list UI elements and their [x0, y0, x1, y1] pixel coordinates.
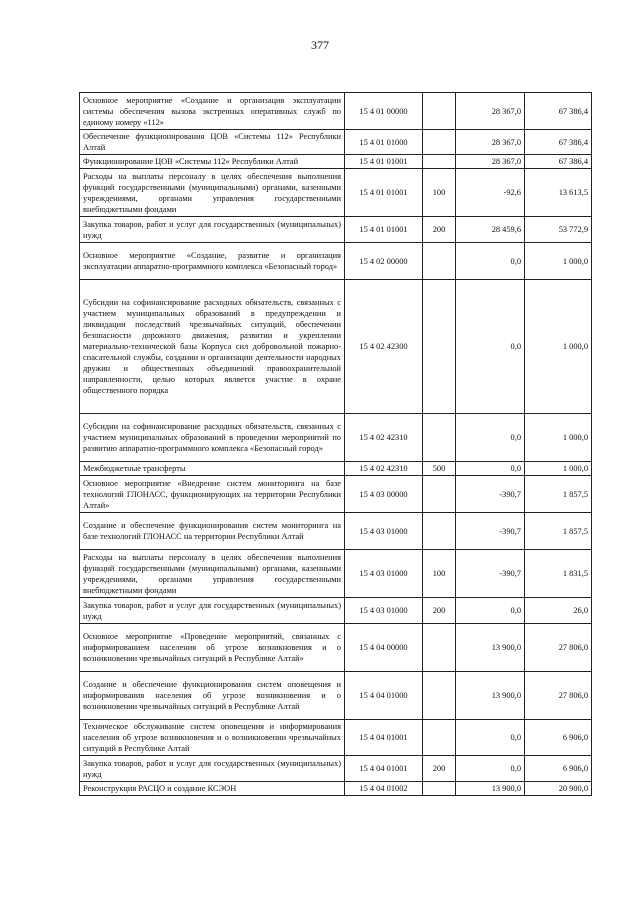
amount-total-cell: 26,0: [525, 598, 592, 624]
item-name-cell: Закупка товаров, работ и услуг для государственных (муниципальных) нужд: [80, 598, 345, 624]
amount-change-cell: 0,0: [456, 720, 525, 756]
amount-total-cell: 1 831,5: [525, 550, 592, 598]
item-name-cell: Основное мероприятие «Внедрение систем мониторинга на базе технологий ГЛОНАСС, функционирующих на территории Республики Алтай»: [80, 476, 345, 513]
amount-total-cell: 1 857,5: [525, 513, 592, 550]
table-row: [80, 624, 592, 672]
expense-type-cell: [423, 414, 456, 462]
expense-type-cell: 200: [423, 217, 456, 243]
table-row: [80, 130, 592, 155]
target-code-cell: 15 4 02 42300: [345, 280, 423, 414]
amount-total-cell: 6 906,0: [525, 756, 592, 782]
amount-total-cell: 13 613,5: [525, 169, 592, 217]
amount-total-cell: 20 900,0: [525, 782, 592, 796]
amount-change-cell: 13 900,0: [456, 672, 525, 720]
page-number: 377: [311, 38, 329, 52]
amount-change-cell: -390,7: [456, 550, 525, 598]
expense-type-cell: [423, 782, 456, 796]
target-code-cell: 15 4 02 00000: [345, 243, 423, 280]
item-name-cell: Техническое обслуживание систем оповещения и информирования населения об угрозе возникновения и о возникновении чрезвычайных ситуаций в Республике Алтай: [80, 720, 345, 756]
amount-total-cell: 1 000,0: [525, 280, 592, 414]
expense-type-cell: 200: [423, 756, 456, 782]
item-name-cell: Закупка товаров, работ и услуг для государственных (муниципальных) нужд: [80, 217, 345, 243]
item-name-cell: Реконструкция РАСЦО и создание КСЭОН: [80, 782, 345, 796]
expense-type-cell: [423, 155, 456, 169]
target-code-cell: 15 4 01 00000: [345, 93, 423, 130]
amount-change-cell: 28 367,0: [456, 155, 525, 169]
item-name-cell: Межбюджетные трансферты: [80, 462, 345, 476]
amount-change-cell: 0,0: [456, 598, 525, 624]
expense-type-cell: [423, 130, 456, 155]
expense-type-cell: [423, 624, 456, 672]
target-code-cell: 15 4 02 42310: [345, 414, 423, 462]
table-row: [80, 243, 592, 280]
amount-total-cell: 1 857,5: [525, 476, 592, 513]
target-code-cell: 15 4 01 01001: [345, 217, 423, 243]
table-row: [80, 720, 592, 756]
expense-type-cell: 200: [423, 598, 456, 624]
item-name-cell: Обеспечение функционирования ЦОВ «Системы 112» Республики Алтай: [80, 130, 345, 155]
expense-type-cell: 500: [423, 462, 456, 476]
target-code-cell: 15 4 03 01000: [345, 550, 423, 598]
target-code-cell: 15 4 04 01001: [345, 756, 423, 782]
amount-change-cell: 28 367,0: [456, 130, 525, 155]
item-name-cell: Расходы на выплаты персоналу в целях обеспечения выполнения функций государственными (муниципальными) органами, казенными учреждениями, органами управления государственными внебюджетными фондами: [80, 169, 345, 217]
amount-total-cell: 53 772,9: [525, 217, 592, 243]
target-code-cell: 15 4 03 00000: [345, 476, 423, 513]
expense-type-cell: [423, 672, 456, 720]
expense-type-cell: [423, 243, 456, 280]
amount-change-cell: 0,0: [456, 243, 525, 280]
table-row: [80, 93, 592, 130]
amount-change-cell: 28 459,6: [456, 217, 525, 243]
expense-type-cell: [423, 280, 456, 414]
item-name-cell: Основное мероприятие «Проведение мероприятий, связанных с информированием населения об угрозе возникновения и о возникновении чрезвычайных ситуаций в Республике Алтай»: [80, 624, 345, 672]
amount-total-cell: 67 386,4: [525, 93, 592, 130]
target-code-cell: 15 4 04 00000: [345, 624, 423, 672]
budget-table-body: [80, 93, 592, 796]
amount-change-cell: 13 900,0: [456, 624, 525, 672]
expense-type-cell: [423, 513, 456, 550]
item-name-cell: Расходы на выплаты персоналу в целях обеспечения выполнения функций государственными (муниципальными) органами, казенными учреждениями, органами управления государственными внебюджетными фондами: [80, 550, 345, 598]
table-row: [80, 672, 592, 720]
target-code-cell: 15 4 04 01000: [345, 672, 423, 720]
table-row: [80, 169, 592, 217]
item-name-cell: Основное мероприятие «Создание и организация эксплуатации системы обеспечения вызова экстренных оперативных служб по единому номеру «112»: [80, 93, 345, 130]
amount-total-cell: 1 000,0: [525, 462, 592, 476]
table-row: [80, 756, 592, 782]
table-row: [80, 217, 592, 243]
target-code-cell: 15 4 03 01000: [345, 598, 423, 624]
table-row: [80, 280, 592, 414]
item-name-cell: Закупка товаров, работ и услуг для государственных (муниципальных) нужд: [80, 756, 345, 782]
target-code-cell: 15 4 04 01002: [345, 782, 423, 796]
expense-type-cell: [423, 476, 456, 513]
amount-total-cell: 1 000,0: [525, 414, 592, 462]
item-name-cell: Субсидии на софинансирование расходных обязательств, связанных с участием муниципальных образований в проведении мероприятий по развитию аппаратно-программного комплекса «Безопасный город»: [80, 414, 345, 462]
expense-type-cell: [423, 720, 456, 756]
amount-change-cell: 13 900,0: [456, 782, 525, 796]
amount-total-cell: 67 386,4: [525, 130, 592, 155]
amount-total-cell: 1 000,0: [525, 243, 592, 280]
expense-type-cell: 100: [423, 550, 456, 598]
amount-change-cell: 28 367,0: [456, 93, 525, 130]
table-row: [80, 462, 592, 476]
target-code-cell: 15 4 02 42310: [345, 462, 423, 476]
table-row: [80, 476, 592, 513]
item-name-cell: Субсидии на софинансирование расходных обязательств, связанных с участием муниципальных образований в предупреждении и ликвидации последствий чрезвычайных ситуаций, обеспечении безопасности дорожного движения, развитии и укреплении материально-технической базы Корпуса сил добровольной пожарно-спасательной службы, создании и организации деятельности народных дружин и общественных объединений правоохранительной направленности, целью которых является участие в охране общественного порядка: [80, 280, 345, 414]
amount-change-cell: -390,7: [456, 513, 525, 550]
amount-total-cell: 27 806,0: [525, 624, 592, 672]
table-row: [80, 513, 592, 550]
amount-total-cell: 67 386,4: [525, 155, 592, 169]
item-name-cell: Создание и обеспечение функционирования систем мониторинга на базе технологий ГЛОНАСС на территории Республики Алтай: [80, 513, 345, 550]
target-code-cell: 15 4 04 01001: [345, 720, 423, 756]
amount-change-cell: -92,6: [456, 169, 525, 217]
table-row: [80, 414, 592, 462]
target-code-cell: 15 4 03 01000: [345, 513, 423, 550]
amount-total-cell: 27 806,0: [525, 672, 592, 720]
amount-change-cell: -390,7: [456, 476, 525, 513]
amount-change-cell: 0,0: [456, 462, 525, 476]
table-row: [80, 782, 592, 796]
amount-change-cell: 0,0: [456, 756, 525, 782]
table-row: [80, 598, 592, 624]
table-row: [80, 155, 592, 169]
budget-table: [79, 92, 592, 796]
item-name-cell: Функционирование ЦОВ «Системы 112» Республики Алтай: [80, 155, 345, 169]
expense-type-cell: 100: [423, 169, 456, 217]
table-row: [80, 550, 592, 598]
item-name-cell: Основное мероприятие «Создание, развитие и организация эксплуатации аппаратно-программного комплекса «Безопасный город»: [80, 243, 345, 280]
target-code-cell: 15 4 01 01001: [345, 155, 423, 169]
expense-type-cell: [423, 93, 456, 130]
target-code-cell: 15 4 01 01001: [345, 169, 423, 217]
amount-total-cell: 6 906,0: [525, 720, 592, 756]
amount-change-cell: 0,0: [456, 414, 525, 462]
item-name-cell: Создание и обеспечение функционирования систем оповещения и информирования населения об угрозе возникновения и о возникновении чрезвычайных ситуаций в Республике Алтай: [80, 672, 345, 720]
target-code-cell: 15 4 01 01000: [345, 130, 423, 155]
amount-change-cell: 0,0: [456, 280, 525, 414]
